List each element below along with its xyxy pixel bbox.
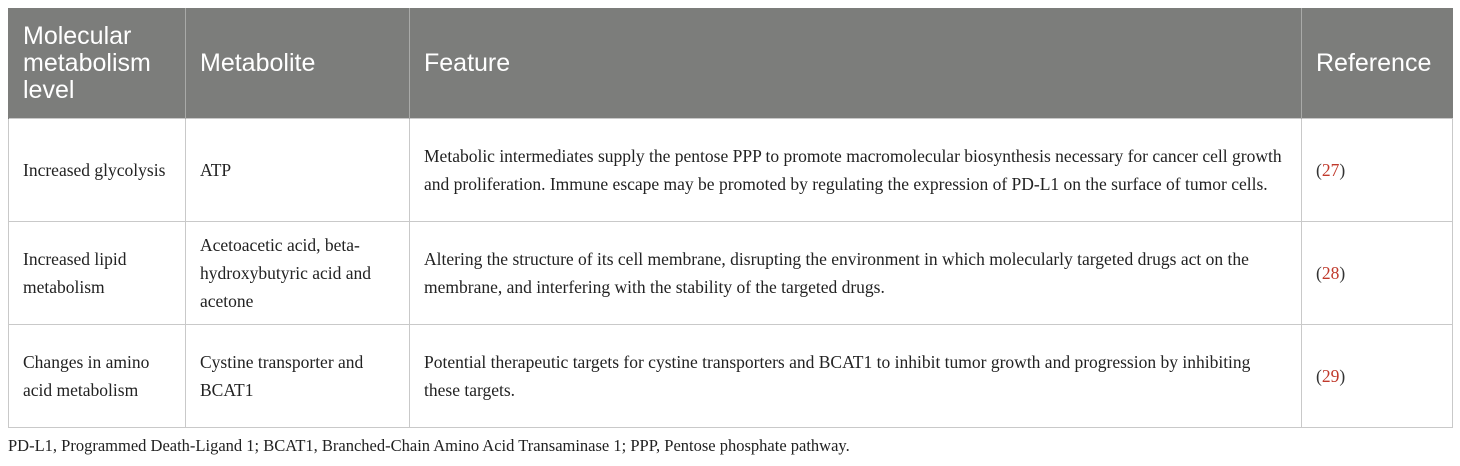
table-header [9, 8, 1453, 119]
cell-reference: (29) [1302, 325, 1453, 428]
header-molecular-metabolism-level: Molecular metabolism level [9, 8, 186, 119]
cell-metabolite: ATP [186, 119, 410, 222]
cell-feature: Metabolic intermediates supply the pentose PPP to promote macromolecular biosynthesis necessary for cancer cell growth and proliferation. Immune escape may be promoted by regulating the expression of PD-L1 on the surface of tumor cells. [410, 119, 1302, 222]
reference-link[interactable]: 28 [1321, 263, 1340, 283]
table-row [9, 325, 1453, 428]
cell-feature: Potential therapeutic targets for cystine transporters and BCAT1 to inhibit tumor growth and progression by inhibiting these targets. [410, 325, 1302, 428]
table-row [9, 222, 1453, 325]
table-footnote: PD-L1, Programmed Death-Ligand 1; BCAT1, Branched-Chain Amino Acid Transaminase 1; PPP, Pentose phosphate pathway. [8, 436, 850, 455]
cell-level: Increased lipid metabolism [9, 222, 186, 325]
cell-reference: (27) [1302, 119, 1453, 222]
reference-link[interactable]: 27 [1321, 160, 1340, 180]
cell-level: Increased glycolysis [9, 119, 186, 222]
header-feature: Feature [410, 8, 1302, 119]
reference-link[interactable]: 29 [1321, 366, 1340, 386]
cell-metabolite: Acetoacetic acid, beta-hydroxybutyric acid and acetone [186, 222, 410, 325]
cell-metabolite: Cystine transporter and BCAT1 [186, 325, 410, 428]
cell-feature: Altering the structure of its cell membrane, disrupting the environment in which molecularly targeted drugs act on the membrane, and interfering with the stability of the targeted drugs. [410, 222, 1302, 325]
cell-level: Changes in amino acid metabolism [9, 325, 186, 428]
table-row [9, 119, 1453, 222]
table-body [9, 119, 1453, 428]
header-row [9, 8, 1453, 119]
metabolism-table [8, 8, 1453, 428]
cell-reference: (28) [1302, 222, 1453, 325]
metabolism-table-container [8, 8, 1452, 428]
header-metabolite: Metabolite [186, 8, 410, 119]
header-reference: Reference [1302, 8, 1453, 119]
